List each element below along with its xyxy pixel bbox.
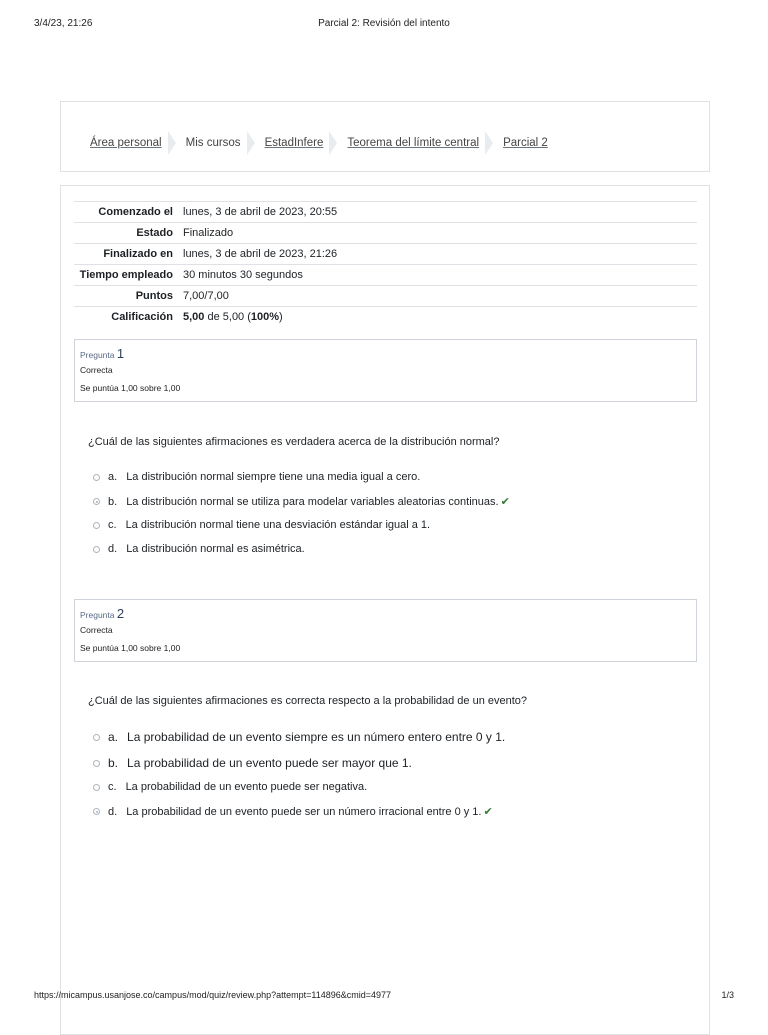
answer-letter: a. <box>108 730 119 744</box>
state-value: Finalizado <box>183 227 234 239</box>
radio-button[interactable] <box>93 474 100 481</box>
question-number-value: 1 <box>116 346 125 361</box>
time-value: 30 minutos 30 segundos <box>183 269 303 281</box>
quiz-review-region <box>60 185 710 1035</box>
radio-button-checked[interactable] <box>93 498 100 505</box>
radio-button-checked[interactable] <box>93 808 100 815</box>
question-number-value: 2 <box>116 606 125 621</box>
answer-text: La distribución normal es asimétrica. <box>126 543 305 555</box>
grade-value-close: ) <box>279 311 283 323</box>
state-label: Estado <box>136 227 173 239</box>
table-row <box>74 286 697 307</box>
answer-option[interactable] <box>93 781 367 793</box>
question-number <box>80 346 124 361</box>
grade-value-text: de 5,00 ( <box>204 311 251 323</box>
finished-value: lunes, 3 de abril de 2023, 21:26 <box>183 248 338 260</box>
attempt-summary-table <box>74 201 697 327</box>
question-text-1: ¿Cuál de las siguientes afirmaciones es verdadera acerca de la distribución normal? <box>88 436 500 448</box>
time-label: Tiempo empleado <box>79 269 173 281</box>
table-row <box>74 265 697 286</box>
question-prefix: Pregunta <box>80 610 115 620</box>
breadcrumb-container <box>60 101 710 172</box>
question-prefix: Pregunta <box>80 350 115 360</box>
question-info-1 <box>74 339 697 402</box>
check-icon: ✔ <box>500 496 510 508</box>
table-row <box>74 202 697 223</box>
question-text-2: ¿Cuál de las siguientes afirmaciones es correcta respecto a la probabilidad de un evento? <box>88 695 528 707</box>
answer-text: La probabilidad de un evento siempre es un número entero entre 0 y 1. <box>127 730 506 744</box>
table-row <box>74 244 697 265</box>
breadcrumb-separator-icon <box>485 131 495 155</box>
radio-button[interactable] <box>93 784 100 791</box>
answer-letter: b. <box>108 495 118 508</box>
breadcrumb-separator-icon <box>247 131 257 155</box>
question-grade: Se puntúa 1,00 sobre 1,00 <box>80 643 181 653</box>
answer-letter: a. <box>108 471 118 483</box>
grade-label: Calificación <box>111 311 173 323</box>
breadcrumb-separator-icon <box>329 131 339 155</box>
print-date: 3/4/23, 21:26 <box>34 18 93 29</box>
grade-value <box>173 307 697 328</box>
radio-button[interactable] <box>93 546 100 553</box>
grade-value-percent: 100% <box>250 311 280 323</box>
radio-button[interactable] <box>93 522 100 529</box>
answer-option[interactable] <box>93 519 430 531</box>
print-header <box>34 18 734 32</box>
answer-option[interactable] <box>93 471 420 483</box>
answer-text: La distribución normal tiene una desviación estándar igual a 1. <box>125 519 431 531</box>
answer-option-selected[interactable] <box>93 495 510 508</box>
breadcrumb-separator-icon <box>168 131 178 155</box>
answer-text: La distribución normal se utiliza para modelar variables aleatorias continuas. <box>126 495 499 508</box>
grade-value-score: 5,00 <box>183 311 205 323</box>
breadcrumb-quiz[interactable]: Parcial 2 <box>503 137 548 149</box>
question-info-2 <box>74 599 697 662</box>
check-icon: ✔ <box>483 806 493 818</box>
question-state: Correcta <box>80 625 113 635</box>
question-state: Correcta <box>80 365 113 375</box>
print-title: Parcial 2: Revisión del intento <box>318 18 450 29</box>
answer-option[interactable] <box>93 543 305 555</box>
answer-option[interactable] <box>93 756 412 770</box>
radio-button[interactable] <box>93 760 100 767</box>
answer-letter: d. <box>108 805 118 818</box>
answer-text: La probabilidad de un evento puede ser negativa. <box>125 781 368 793</box>
breadcrumb-mis-cursos: Mis cursos <box>185 137 241 149</box>
question-grade: Se puntúa 1,00 sobre 1,00 <box>80 383 181 393</box>
answer-option[interactable] <box>93 730 505 744</box>
points-value: 7,00/7,00 <box>183 290 229 302</box>
print-footer <box>34 990 734 1004</box>
radio-button[interactable] <box>93 734 100 741</box>
print-page-count: 1/3 <box>721 990 734 1000</box>
table-row <box>74 307 697 328</box>
answer-letter: d. <box>108 543 118 555</box>
breadcrumb-section[interactable]: Teorema del límite central <box>347 137 480 149</box>
answer-text: La probabilidad de un evento puede ser un número irracional entre 0 y 1. <box>126 805 482 818</box>
finished-label: Finalizado en <box>103 248 173 260</box>
answer-text: La distribución normal siempre tiene una media igual a cero. <box>126 471 421 483</box>
table-row <box>74 223 697 244</box>
started-value: lunes, 3 de abril de 2023, 20:55 <box>183 206 338 218</box>
started-label: Comenzado el <box>98 206 173 218</box>
points-label: Puntos <box>135 290 173 302</box>
breadcrumb <box>90 131 548 155</box>
answer-letter: c. <box>108 519 117 531</box>
print-url: https://micampus.usanjose.co/campus/mod/quiz/review.php?attempt=114896&cmid=4977 <box>34 990 392 1000</box>
answer-letter: c. <box>108 781 117 793</box>
breadcrumb-area-personal[interactable]: Área personal <box>90 137 162 149</box>
answer-letter: b. <box>108 756 119 770</box>
answer-text: La probabilidad de un evento puede ser mayor que 1. <box>127 756 412 770</box>
question-number <box>80 606 124 621</box>
breadcrumb-course[interactable]: EstadInfere <box>264 137 324 149</box>
answer-option-selected[interactable] <box>93 805 493 818</box>
